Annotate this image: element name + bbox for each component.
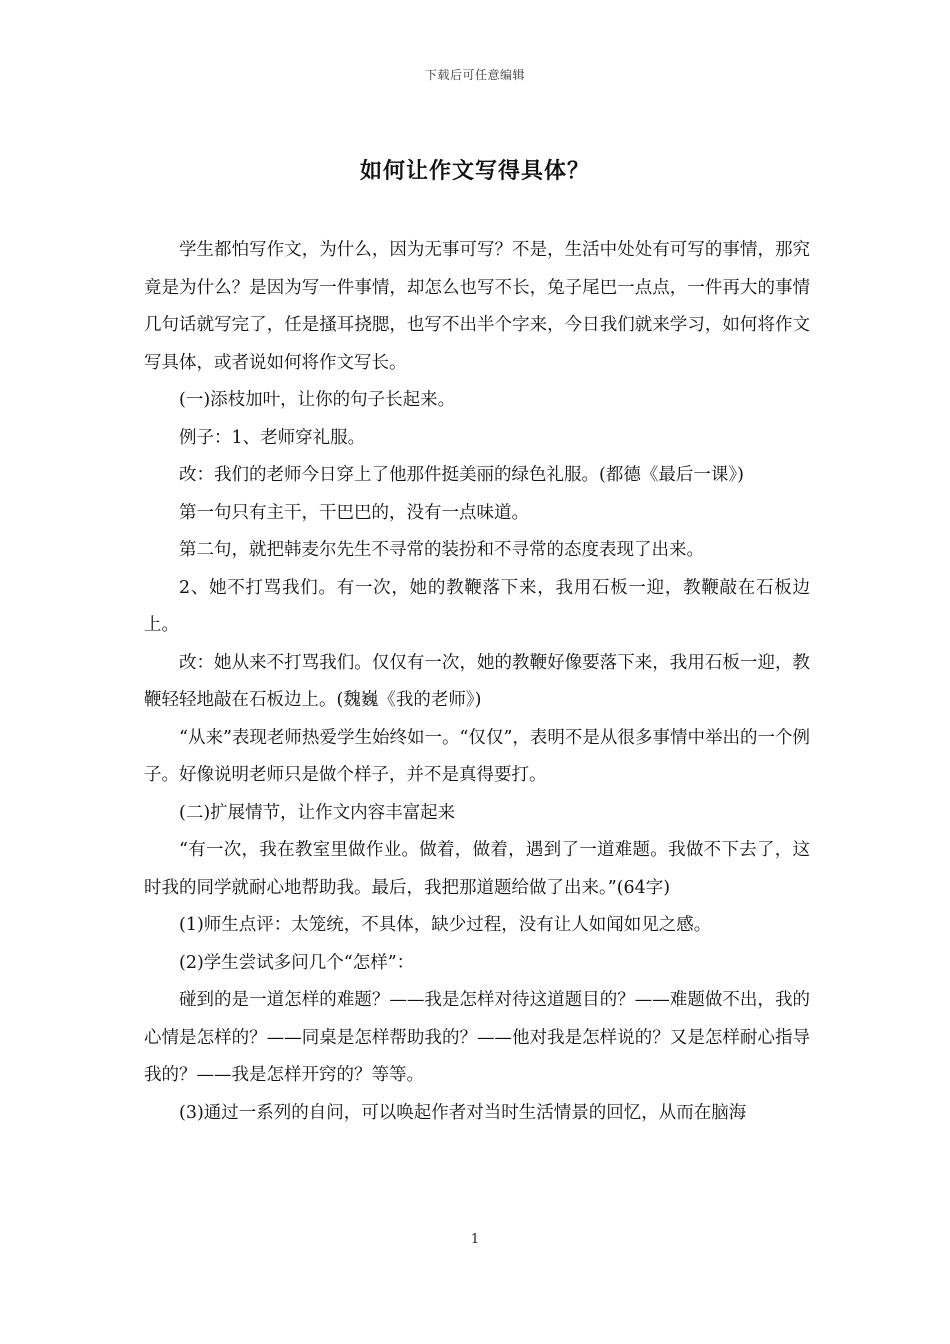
paragraph: (2)学生尝试多问几个“怎样”： (179, 952, 415, 973)
paragraph: 碰到的是一道怎样的难题？——我是怎样对待这道题目的？——难题做不出，我的心情是怎样的？——同桌是怎样帮助我的？——他对我是怎样说的？又是怎样耐心指导我的？——我是怎样开窍的？等等。 (144, 990, 810, 1085)
page-number: 1 (470, 1232, 480, 1247)
paragraph: (一)添枝加叶，让你的句子长起来。 (179, 390, 456, 410)
paragraph: (3)通过一系列的自问，可以唤起作者对当时生活情景的回忆，从而在脑海 (179, 1102, 747, 1123)
paragraph: 学生都怕写作文，为什么，因为无事可写？不是，生活中处处有可写的事情，那究竟是为什么？是因为写一件事情，却怎么也写不长，兔子尾巴一点点，一件再大的事情几句话就写完了，任是搔耳挠腮，也写不出半个字来，今日我们就来学习，如何将作文写具体，或者说如何将作文写长。 (144, 240, 810, 373)
paragraph: 2、她不打骂我们。有一次，她的教鞭落下来，我用石板一迎，教鞭敲在石板边上。 (144, 577, 810, 635)
document-title: 如何让作文写得具体？ (359, 158, 590, 184)
paragraph: 第二句，就把韩麦尔先生不寻常的装扮和不寻常的态度表现了出来。 (179, 540, 704, 560)
paragraph: 例子：1、老师穿礼服。 (179, 427, 366, 448)
document-body (144, 232, 810, 1132)
paragraph: 改：她从来不打骂我们。仅仅有一次，她的教鞭好像要落下来，我用石板一迎，教鞭轻轻地敲在石板边上。(魏巍《我的老师》) (144, 652, 810, 710)
paragraph: 第一句只有主干，干巴巴的，没有一点味道。 (179, 502, 529, 523)
paragraph: (二)扩展情节，让作文内容丰富起来 (179, 802, 456, 823)
page-header: 下载后可任意编辑 (424, 68, 525, 82)
paragraph: (1)师生点评：太笼统，不具体，缺少过程，没有让人如闻如见之感。 (179, 915, 712, 935)
paragraph: 改：我们的老师今日穿上了他那件挺美丽的绿色礼服。(都德《最后一课》) (179, 465, 744, 485)
paragraph: “从来”表现老师热爱学生始终如一。“仅仅”，表明不是从很多事情中举出的一个例子。好像说明老师只是做个样子，并不是真得要打。 (144, 727, 810, 785)
paragraph: “有一次，我在教室里做作业。做着，做着，遇到了一道难题。我做不下去了，这时我的同学就耐心地帮助我。最后，我把那道题给做了出来。”(64字) (144, 840, 810, 898)
